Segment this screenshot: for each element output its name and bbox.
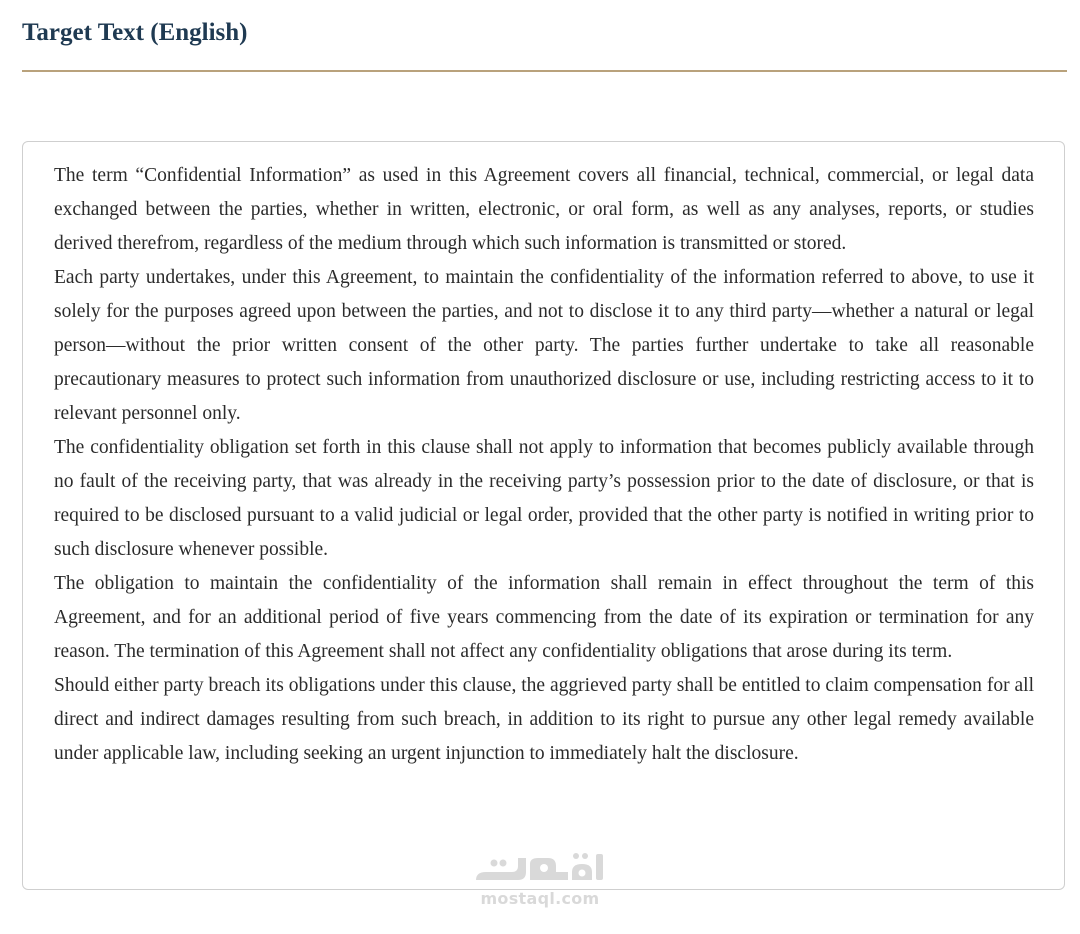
watermark-site-text: mostaql.com — [480, 889, 600, 908]
paragraph-duration: The obligation to maintain the confidentiality of the information shall remain in effect throughout the term of this Agreement, and for an additional period of five years commencing from the date of its expiration or termination for any reason. The termination of this Agreement shall not affect any confidentiality obligations that arose during its term. — [54, 573, 1034, 662]
paragraph-undertaking: Each party undertakes, under this Agreement, to maintain the confidentiality of the information referred to above, to use it solely for the purposes agreed upon between the parties, and not to disclose it to any third party—whether a natural or legal person—without the prior written consent of the other party. The parties further undertake to take all reasonable precautionary measures to protect such information from unauthorized disclosure or use, including restricting access to it to relevant personnel only. — [54, 267, 1034, 424]
paragraph-exceptions: The confidentiality obligation set forth in this clause shall not apply to information that becomes publicly available through no fault of the receiving party, that was already in the receiving party’s possession prior to the date of disclosure, or that is required to be disclosed pursuant to a valid judicial or legal order, provided that the other party is notified in writing prior to such disclosure whenever possible. — [54, 437, 1034, 560]
paragraph-breach: Should either party breach its obligations under this clause, the aggrieved party shall be entitled to claim compensation for all direct and indirect damages resulting from such breach, in addition to its right to pursue any other legal remedy available under applicable law, including seeking an urgent injunction to immediately halt the disclosure. — [54, 675, 1034, 764]
paragraph-definition: The term “Confidential Information” as used in this Agreement covers all financial, technical, commercial, or legal data exchanged between the parties, whether in written, electronic, or oral form, as well as any analyses, reports, or studies derived therefrom, regardless of the medium through which such information is transmitted or stored. — [54, 165, 1034, 254]
title-divider — [22, 70, 1067, 72]
page-title: Target Text (English) — [22, 19, 248, 46]
target-text-box — [22, 141, 1065, 890]
